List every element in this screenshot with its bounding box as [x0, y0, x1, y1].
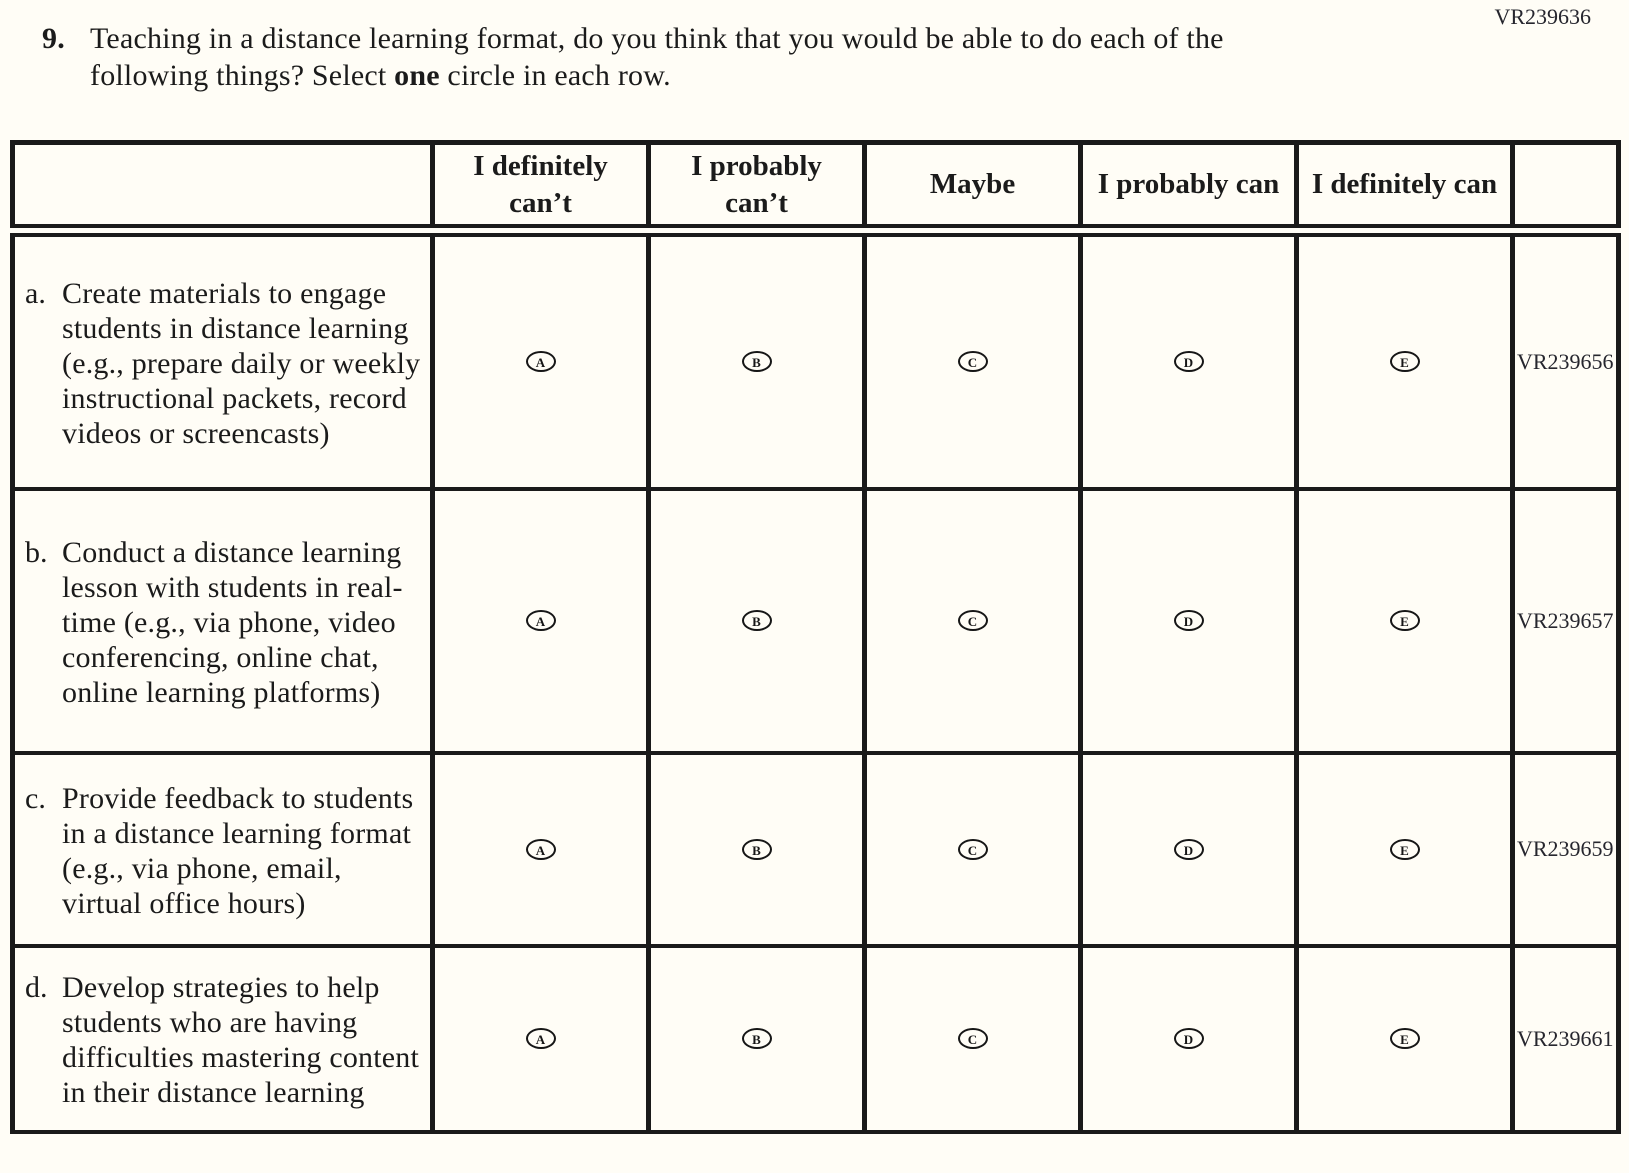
cell-b-maybe: [865, 489, 1081, 753]
item-a-cell: [13, 231, 433, 489]
header-definitely-cant: I definitely can’t: [433, 143, 649, 231]
item-c-text: Provide feedback to students in a distance learning format (e.g., via phone, email, virtual office hours): [62, 781, 414, 920]
cell-a-probably-can: [1081, 231, 1297, 489]
bubble-a-A[interactable]: A: [526, 351, 556, 372]
bubble-d-A[interactable]: A: [526, 1028, 556, 1049]
question-text: [42, 20, 1330, 94]
bubble-d-B[interactable]: B: [742, 1028, 772, 1049]
header-probably-cant: I probably can’t: [649, 143, 865, 231]
item-d-label: d.: [25, 971, 48, 1004]
header-probably-can: I probably can: [1081, 143, 1297, 231]
header-maybe: Maybe: [865, 143, 1081, 231]
header-definitely-can: I definitely can: [1297, 143, 1513, 231]
cell-c-probably-cant: [649, 753, 865, 946]
cell-c-definitely-cant: [433, 753, 649, 946]
page-code: VR239636: [1494, 4, 1591, 29]
cell-d-probably-cant: [649, 946, 865, 1132]
bubble-b-D[interactable]: D: [1174, 610, 1204, 631]
question-bold-word: one: [394, 59, 440, 92]
row-b-code: VR239657: [1513, 489, 1619, 753]
cell-a-maybe: [865, 231, 1081, 489]
question-text-part2: circle in each row.: [439, 59, 671, 92]
cell-a-definitely-cant: [433, 231, 649, 489]
question-block: [42, 20, 1332, 94]
table-row-a: [13, 231, 1619, 489]
table-row-d: [13, 946, 1619, 1132]
bubble-b-E[interactable]: E: [1390, 610, 1420, 631]
bubble-c-D[interactable]: D: [1174, 839, 1204, 860]
item-b-cell: [13, 489, 433, 753]
question-text-part1: Teaching in a distance learning format, do you think that you would be able to do each of the following things? Select: [90, 22, 1224, 92]
cell-b-probably-cant: [649, 489, 865, 753]
row-c-code: VR239659: [1513, 753, 1619, 946]
item-b-label: b.: [25, 535, 48, 569]
item-c-label: c.: [25, 781, 46, 815]
row-a-code: VR239656: [1513, 231, 1619, 489]
header-code-column-empty: [1513, 143, 1619, 231]
item-d-text: Develop strategies to help students who are having difficulties mastering content in their distance learning: [62, 971, 420, 1109]
bubble-c-B[interactable]: B: [742, 839, 772, 860]
cell-b-definitely-can: [1297, 489, 1513, 753]
cell-d-maybe: [865, 946, 1081, 1132]
cell-c-definitely-can: [1297, 753, 1513, 946]
item-d-cell: [13, 946, 433, 1132]
bubble-a-E[interactable]: E: [1390, 351, 1420, 372]
bubble-a-D[interactable]: D: [1174, 351, 1204, 372]
bubble-b-B[interactable]: B: [742, 610, 772, 631]
header-item-column-empty: [13, 143, 433, 231]
bubble-a-C[interactable]: C: [958, 351, 988, 372]
cell-a-probably-cant: [649, 231, 865, 489]
question-number: 9.: [42, 22, 65, 55]
bubble-d-E[interactable]: E: [1390, 1028, 1420, 1049]
bubble-d-C[interactable]: C: [958, 1028, 988, 1049]
cell-c-probably-can: [1081, 753, 1297, 946]
response-grid: [10, 140, 1621, 1134]
item-b-text: Conduct a distance learning lesson with students in real-time (e.g., via phone, video conferencing, online chat, online learning platforms): [62, 535, 403, 709]
item-a-label: a.: [25, 276, 46, 310]
bubble-c-C[interactable]: C: [958, 839, 988, 860]
cell-d-probably-can: [1081, 946, 1297, 1132]
item-a-text: Create materials to engage students in distance learning (e.g., prepare daily or weekly instructional packets, record videos or screencasts): [62, 276, 421, 450]
cell-b-probably-can: [1081, 489, 1297, 753]
table-row-c: [13, 753, 1619, 946]
cell-b-definitely-cant: [433, 489, 649, 753]
cell-d-definitely-can: [1297, 946, 1513, 1132]
cell-a-definitely-can: [1297, 231, 1513, 489]
bubble-b-C[interactable]: C: [958, 610, 988, 631]
item-c-cell: [13, 753, 433, 946]
header-row: [13, 143, 1619, 231]
row-d-code: VR239661: [1513, 946, 1619, 1132]
table-row-b: [13, 489, 1619, 753]
bubble-c-A[interactable]: A: [526, 839, 556, 860]
bubble-b-A[interactable]: A: [526, 610, 556, 631]
cell-d-definitely-cant: [433, 946, 649, 1132]
bubble-d-D[interactable]: D: [1174, 1028, 1204, 1049]
bubble-c-E[interactable]: E: [1390, 839, 1420, 860]
bubble-a-B[interactable]: B: [742, 351, 772, 372]
cell-c-maybe: [865, 753, 1081, 946]
